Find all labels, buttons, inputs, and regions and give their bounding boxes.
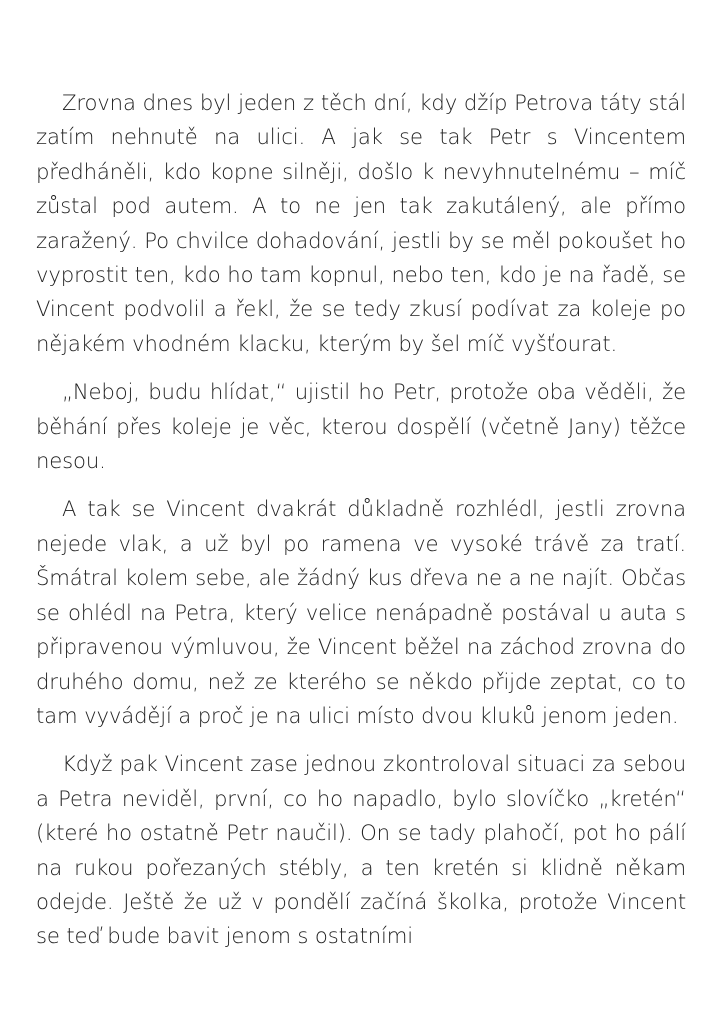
- paragraph-3: A tak se Vincent dvakrát důkladně rozhlédl, jestli zrovna nejede vlak, a už byl po ramena ve vysoké trávě za tratí. Šmátral kolem sebe, ale žádný kus dřeva ne a ne najít. Občas se ohlédl na Petra, který velice nenápadně postával u auta s připravenou výmluvou, že Vincent běžel na záchod zrovna do druhého domu, než ze kterého se někdo přijde zeptat, co to tam vyvádějí a proč je na ulici místo dvou kluků jenom jeden.: [36, 496, 686, 728]
- paragraph-4: Když pak Vincent zase jednou zkontroloval situaci za sebou a Petra neviděl, první, co ho napadlo, bylo slovíčko „kretén“ (které ho ostatně Petr naučil). On se tady plahočí, pot ho pálí na rukou pořezaných stébly, a ten kretén si klidně někam odejde. Ještě že už v pondělí začíná školka, protože Vincent se teď bude bavit jenom s ostatními: [36, 751, 686, 949]
- page-text: [36, 86, 686, 968]
- paragraph-1: Zrovna dnes byl jeden z těch dní, kdy džíp Petrova táty stál zatím nehnutě na ulici. A jak se tak Petr s Vincentem předháněli, kdo kopne silněji, došlo k nevyhnutelnému – míč zůstal pod autem. A to ne jen tak zakutálený, ale přímo zaražený. Po chvilce dohadování, jestli by se měl pokoušet ho vyprostit ten, kdo ho tam kopnul, nebo ten, kdo je na řadě, se Vincent podvolil a řekl, že se tedy zkusí podívat za koleje po nějakém vhodném klacku, kterým by šel míč vyšťourat.: [36, 90, 686, 356]
- paragraph-2: „Neboj, budu hlídat,“ ujistil ho Petr, protože oba věděli, že běhání přes koleje je věc, kterou dospělí (včetně Jany) těžce nesou.: [36, 379, 686, 474]
